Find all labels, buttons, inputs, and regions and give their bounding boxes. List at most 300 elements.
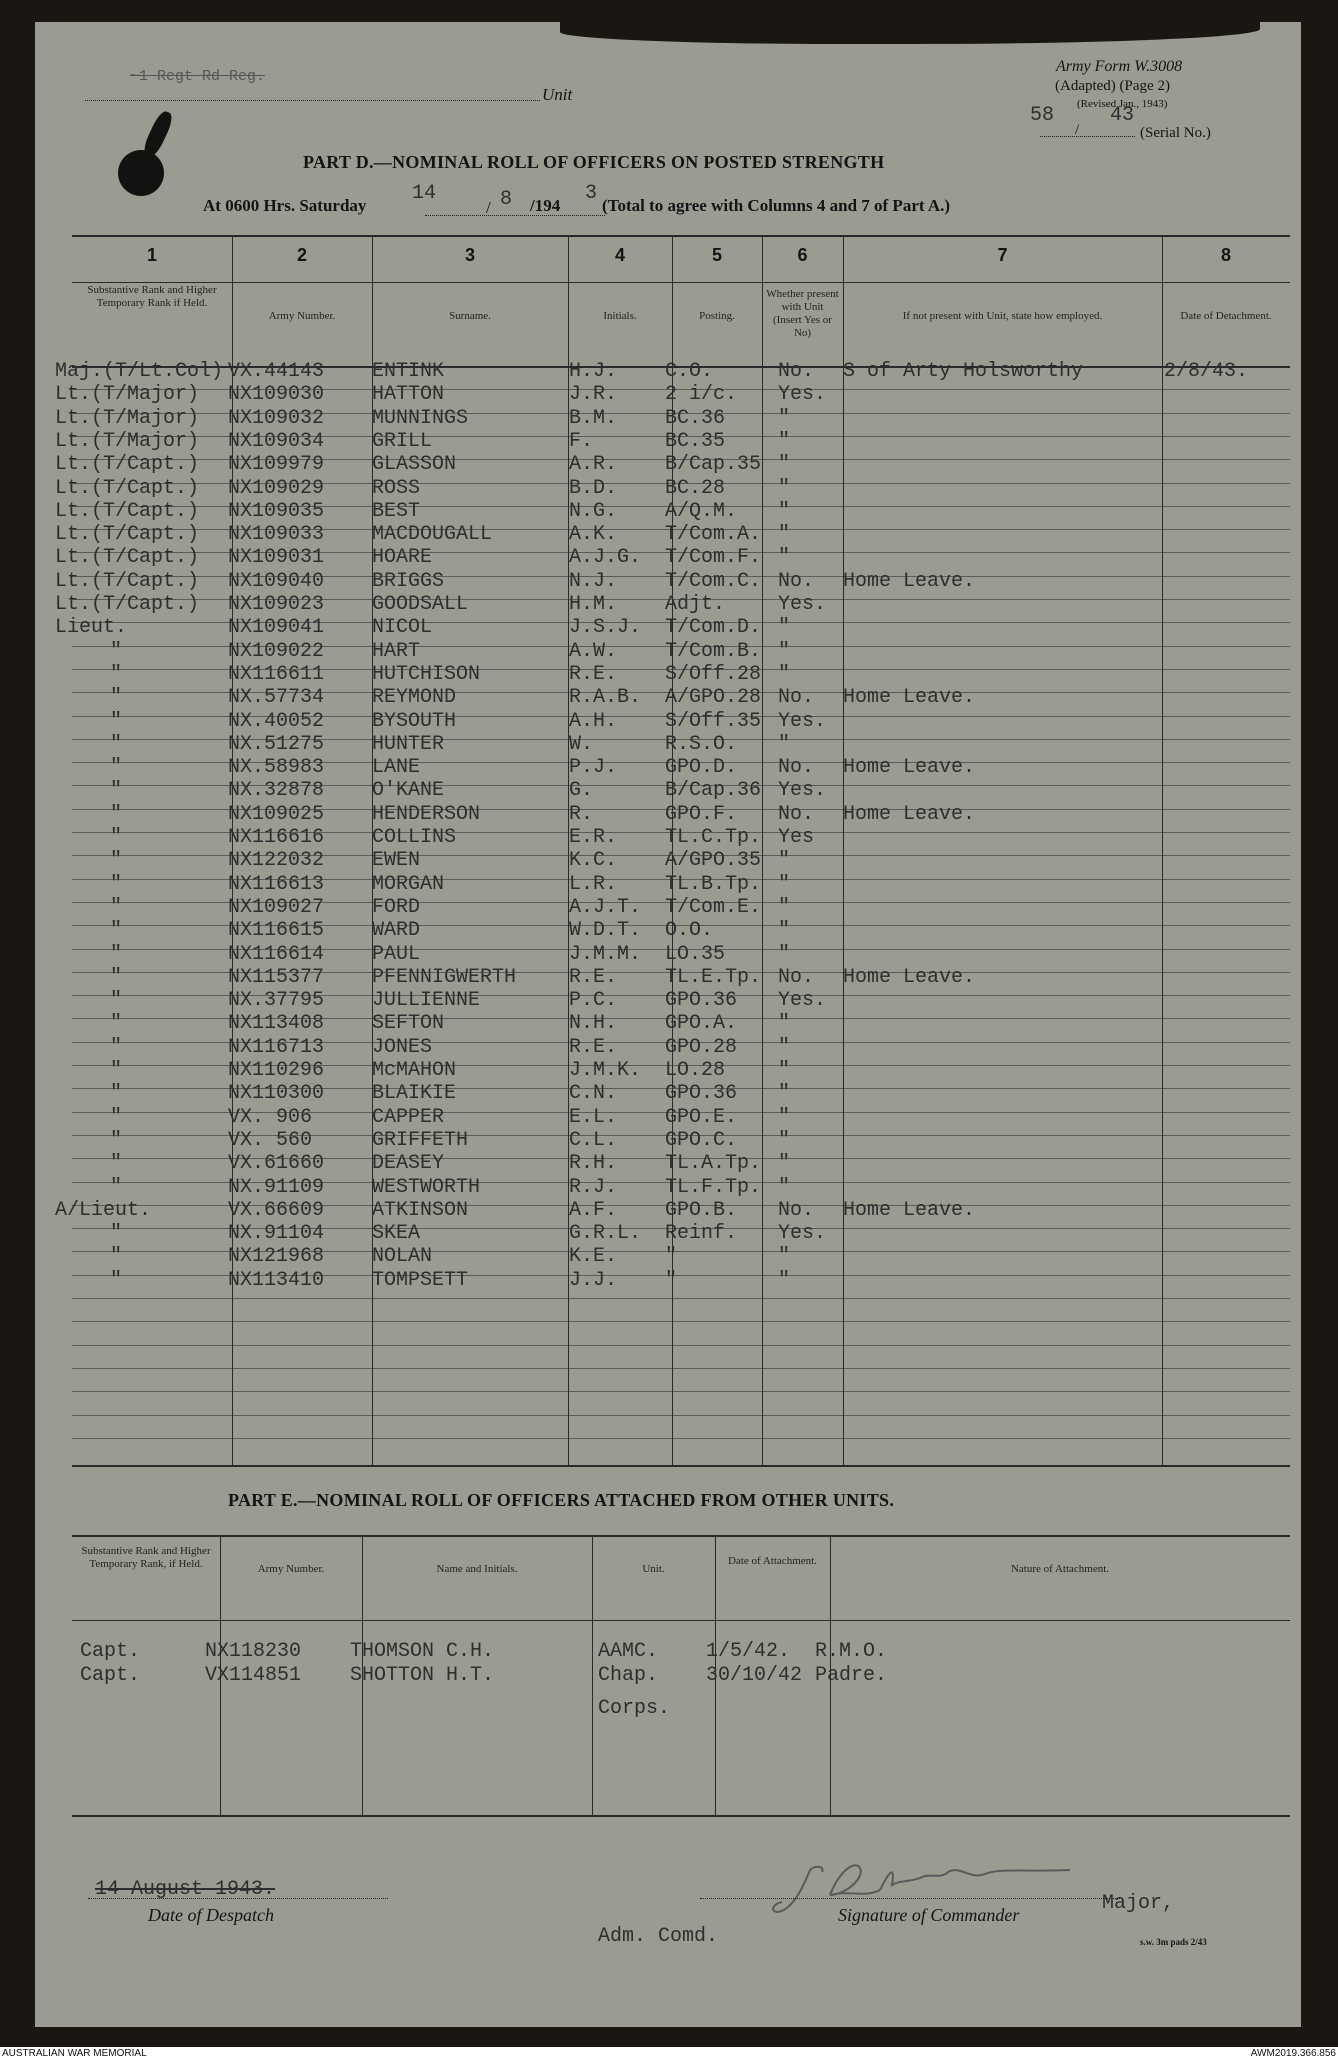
roll-surname: DEASEY xyxy=(372,1152,445,1176)
roll-surname: EWEN xyxy=(372,849,421,873)
roll-posting: Adjt. xyxy=(665,593,726,616)
roll-rank: " xyxy=(110,1245,123,1269)
attach-column-header: Name and Initials. xyxy=(436,1563,518,1575)
column-number: 2 xyxy=(296,245,307,265)
roll-initials: R. xyxy=(569,802,594,826)
roll-number: NX109035 xyxy=(228,499,325,523)
roll-number: NX.57734 xyxy=(228,686,325,710)
roll-surname: PAUL xyxy=(372,942,421,966)
roll-rank: " xyxy=(110,1082,123,1106)
roll-rank: Lt.(T/Major) xyxy=(55,406,200,430)
row-rule xyxy=(72,1345,1290,1346)
column-number: 7 xyxy=(997,245,1008,265)
column-header: Date of Detachment. xyxy=(1180,310,1272,322)
roll-posting: " xyxy=(665,1268,678,1292)
roll-present: Yes xyxy=(778,826,815,849)
roll-initials: L.R. xyxy=(569,872,618,896)
roll-posting: LO.28 xyxy=(665,1059,726,1082)
column-divider xyxy=(762,235,763,1465)
despatch-date: 14 August 1943. xyxy=(95,1878,276,1901)
serial-label: (Serial No.) xyxy=(1140,125,1211,141)
roll-present: " xyxy=(778,429,791,453)
roll-employed: S of Arty Holsworthy xyxy=(843,360,1084,383)
roll-initials: A.K. xyxy=(569,523,618,547)
roll-initials: H.J. xyxy=(569,360,618,383)
signature-label: Signature of Commander xyxy=(838,1905,1020,1925)
roll-number: NX.91109 xyxy=(228,1175,325,1199)
roll-rank: " xyxy=(110,826,123,849)
roll-rank: " xyxy=(110,802,123,826)
roll-rank: Lt.(T/Capt.) xyxy=(55,523,200,547)
roll-rank: Lt.(T/Capt.) xyxy=(55,546,200,570)
roll-posting: TL.B.Tp. xyxy=(665,872,762,896)
roll-initials: R.J. xyxy=(569,1175,618,1199)
punch-hole xyxy=(118,150,164,196)
roll-initials: R.E. xyxy=(569,965,618,989)
roll-surname: LANE xyxy=(372,756,421,780)
roll-present: No. xyxy=(778,360,815,383)
roll-surname: HOARE xyxy=(372,546,433,570)
roll-posting: C.O. xyxy=(665,360,714,383)
roll-number: NX116616 xyxy=(228,826,325,849)
roll-surname: HENDERSON xyxy=(372,802,481,826)
roll-number: NX116713 xyxy=(228,1035,325,1059)
roll-initials: A.J.T. xyxy=(569,895,642,919)
roll-initials: W. xyxy=(569,732,594,756)
column-header: Posting. xyxy=(699,310,735,322)
attach-unit: Chap. xyxy=(598,1664,659,1687)
roll-posting: BC.28 xyxy=(665,476,726,500)
attach-number: VX114851 xyxy=(205,1664,302,1687)
roll-rank: Lt.(T/Capt.) xyxy=(55,453,200,477)
attach-nature: Padre. xyxy=(815,1664,888,1687)
roll-present: " xyxy=(778,476,791,500)
column-number: 1 xyxy=(146,245,157,265)
row-rule xyxy=(72,1438,1290,1439)
attach-date: 30/10/42 xyxy=(706,1664,803,1687)
roll-posting: TL.C.Tp. xyxy=(665,826,762,849)
roll-surname: BEST xyxy=(372,499,421,523)
attach-column-header: Substantive Rank and Higher Temporary Rank, if Held. xyxy=(81,1545,211,1570)
attach-unit: AAMC. xyxy=(598,1640,659,1663)
roll-initials: G.R.L. xyxy=(569,1222,642,1246)
row-rule xyxy=(72,1298,1290,1299)
roll-employed: Home Leave. xyxy=(843,965,976,989)
roll-posting: BC.36 xyxy=(665,406,726,430)
roll-surname: NICOL xyxy=(372,616,433,640)
roll-surname: SKEA xyxy=(372,1222,421,1246)
roll-number: NX121968 xyxy=(228,1245,325,1269)
roll-posting: S/Off.35 xyxy=(665,709,762,733)
roll-present: " xyxy=(778,499,791,523)
roll-number: NX116611 xyxy=(228,662,325,686)
print-code: s.w. 3m pads 2/43 xyxy=(1140,1937,1207,1947)
roll-surname: TOMPSETT xyxy=(372,1268,469,1292)
roll-initials: J.S.J. xyxy=(569,616,642,640)
roll-date: 2/8/43. xyxy=(1164,360,1249,383)
roll-present: " xyxy=(778,1012,791,1036)
roll-posting: Reinf. xyxy=(665,1222,738,1246)
roll-rank: " xyxy=(110,965,123,989)
roll-surname: BLAIKIE xyxy=(372,1082,457,1106)
roll-surname: O'KANE xyxy=(372,779,445,803)
roll-posting: LO.35 xyxy=(665,942,726,966)
column-header: Substantive Rank and Higher Temporary Rank if Held. xyxy=(87,284,217,309)
roll-rank: " xyxy=(110,1152,123,1176)
roll-initials: F. xyxy=(569,429,594,453)
attach-name: THOMSON C.H. xyxy=(350,1640,495,1663)
roll-present: " xyxy=(778,1059,791,1082)
roll-number: NX110296 xyxy=(228,1059,325,1082)
roll-initials: P.J. xyxy=(569,756,618,780)
roll-rank: " xyxy=(110,639,123,663)
roll-surname: WESTWORTH xyxy=(372,1175,481,1199)
roll-number: VX.61660 xyxy=(228,1152,325,1176)
roll-initials: E.R. xyxy=(569,826,618,849)
roll-rank: Lt.(T/Major) xyxy=(55,383,200,407)
at-text: At 0600 Hrs. Saturday xyxy=(203,196,367,215)
roll-present: " xyxy=(778,1128,791,1152)
roll-rank: " xyxy=(110,779,123,803)
attach-number: NX118230 xyxy=(205,1640,302,1663)
roll-rank: " xyxy=(110,849,123,873)
roll-rank: " xyxy=(110,1128,123,1152)
roll-initials: J.M.K. xyxy=(569,1059,642,1082)
roll-posting: T/Com.E. xyxy=(665,895,762,919)
roll-number: NX113408 xyxy=(228,1012,325,1036)
roll-surname: ENTINK xyxy=(372,360,445,383)
roll-surname: SEFTON xyxy=(372,1012,445,1036)
roll-surname: MORGAN xyxy=(372,872,445,896)
roll-initials: J.J. xyxy=(569,1268,618,1292)
column-header: If not present with Unit, state how employed. xyxy=(902,310,1103,322)
roll-initials: J.M.M. xyxy=(569,942,642,966)
column-number: 6 xyxy=(797,245,808,265)
roll-present: " xyxy=(778,453,791,477)
part-d-top-rule xyxy=(72,235,1290,237)
roll-posting: BC.35 xyxy=(665,429,726,453)
row-rule xyxy=(72,1391,1290,1392)
column-divider xyxy=(843,235,844,1465)
roll-surname: FORD xyxy=(372,895,421,919)
roll-surname: JONES xyxy=(372,1035,433,1059)
roll-number: NX109032 xyxy=(228,406,325,430)
roll-employed: Home Leave. xyxy=(843,569,976,593)
roll-rank: A/Lieut. xyxy=(55,1198,152,1222)
roll-number: NX109029 xyxy=(228,476,325,500)
roll-rank: " xyxy=(110,1059,123,1082)
column-divider xyxy=(1162,235,1163,1465)
roll-number: NX122032 xyxy=(228,849,325,873)
roll-surname: HUTCHISON xyxy=(372,662,481,686)
roll-number: NX116614 xyxy=(228,942,325,966)
roll-present: " xyxy=(778,1152,791,1176)
roll-posting: A/GPO.28 xyxy=(665,686,762,710)
roll-initials: W.D.T. xyxy=(569,919,642,943)
roll-present: Yes. xyxy=(778,1222,827,1246)
roll-present: " xyxy=(778,732,791,756)
roll-initials: P.C. xyxy=(569,989,618,1013)
attach-column-header: Date of Attachment. xyxy=(728,1555,817,1567)
roll-number: NX109033 xyxy=(228,523,325,547)
roll-rank: Lt.(T/Capt.) xyxy=(55,593,200,616)
roll-rank: " xyxy=(110,686,123,710)
column-header: Initials. xyxy=(603,310,637,322)
column-number: 5 xyxy=(711,245,722,265)
roll-present: No. xyxy=(778,802,815,826)
roll-number: NX109022 xyxy=(228,639,325,663)
unit-continuation: Corps. xyxy=(598,1697,671,1720)
roll-initials: K.C. xyxy=(569,849,618,873)
roll-present: Yes. xyxy=(778,779,827,803)
serial-number: 58 xyxy=(1030,104,1055,127)
column-divider xyxy=(592,1535,593,1815)
roll-initials: B.M. xyxy=(569,406,618,430)
roll-posting: GPO.28 xyxy=(665,1035,738,1059)
roll-rank: " xyxy=(110,919,123,943)
roll-surname: NOLAN xyxy=(372,1245,433,1269)
roll-present: " xyxy=(778,639,791,663)
column-header: Army Number. xyxy=(268,310,336,322)
roll-number: NX115377 xyxy=(228,965,325,989)
roll-employed: Home Leave. xyxy=(843,802,976,826)
roll-present: No. xyxy=(778,569,815,593)
roll-initials: R.A.B. xyxy=(569,686,642,710)
roll-employed: Home Leave. xyxy=(843,1198,976,1222)
roll-posting: GPO.36 xyxy=(665,989,738,1013)
roll-surname: GRIFFETH xyxy=(372,1128,469,1152)
roll-surname: GLASSON xyxy=(372,453,457,477)
roll-number: NX116615 xyxy=(228,919,325,943)
roll-posting: GPO.E. xyxy=(665,1105,738,1129)
column-number: 8 xyxy=(1220,245,1231,265)
archive-right: AWM2019.366.856 xyxy=(1250,2048,1336,2059)
torn-edge xyxy=(560,14,1260,44)
roll-initials: A.H. xyxy=(569,709,618,733)
roll-present: " xyxy=(778,1082,791,1106)
row-rule xyxy=(72,1321,1290,1322)
roll-present: Yes. xyxy=(778,989,827,1013)
adapted-label: (Adapted) (Page 2) xyxy=(1055,78,1170,94)
roll-initials: R.E. xyxy=(569,662,618,686)
roll-number: NX109979 xyxy=(228,453,325,477)
roll-present: " xyxy=(778,942,791,966)
roll-present: Yes. xyxy=(778,383,827,407)
roll-rank: Lieut. xyxy=(55,616,128,640)
roll-number: NX.58983 xyxy=(228,756,325,780)
roll-rank: " xyxy=(110,756,123,780)
roll-surname: McMAHON xyxy=(372,1059,457,1082)
roll-number: NX109027 xyxy=(228,895,325,919)
roll-posting: GPO.A. xyxy=(665,1012,738,1036)
roll-posting: B/Cap.36 xyxy=(665,779,762,803)
roll-number: NX110300 xyxy=(228,1082,325,1106)
roll-number: NX.40052 xyxy=(228,709,325,733)
roll-rank: " xyxy=(110,872,123,896)
roll-initials: A.R. xyxy=(569,453,618,477)
year-digit: 3 xyxy=(585,182,598,205)
roll-rank: " xyxy=(110,1035,123,1059)
part-e-header-rule xyxy=(72,1620,1290,1621)
roll-surname: COLLINS xyxy=(372,826,457,849)
roll-initials: J.R. xyxy=(569,383,618,407)
attach-date: 1/5/42. xyxy=(706,1640,791,1663)
despatch-label: Date of Despatch xyxy=(148,1905,274,1925)
roll-present: " xyxy=(778,523,791,547)
column-header: Whether present with Unit (Insert Yes or No) xyxy=(766,288,839,339)
serial-year: 43 xyxy=(1110,104,1135,127)
roll-surname: ROSS xyxy=(372,476,421,500)
roll-present: " xyxy=(778,1245,791,1269)
roll-posting: GPO.36 xyxy=(665,1082,738,1106)
roll-initials: H.M. xyxy=(569,593,618,616)
roll-rank: " xyxy=(110,1012,123,1036)
roll-surname: JULLIENNE xyxy=(372,989,481,1013)
roll-surname: CAPPER xyxy=(372,1105,445,1129)
roll-surname: REYMOND xyxy=(372,686,457,710)
roll-posting: T/Com.F. xyxy=(665,546,762,570)
row-rule xyxy=(72,1415,1290,1416)
roll-rank: " xyxy=(110,709,123,733)
roll-present: " xyxy=(778,662,791,686)
roll-posting: O.O. xyxy=(665,919,714,943)
roll-surname: BYSOUTH xyxy=(372,709,457,733)
roll-initials: A.F. xyxy=(569,1198,618,1222)
roll-present: " xyxy=(778,406,791,430)
roll-number: NX.91104 xyxy=(228,1222,325,1246)
roll-initials: R.E. xyxy=(569,1035,618,1059)
roll-surname: GRILL xyxy=(372,429,433,453)
roll-number: NX109034 xyxy=(228,429,325,453)
roll-number: NX.37795 xyxy=(228,989,325,1013)
archive-left: AUSTRALIAN WAR MEMORIAL xyxy=(2,2048,147,2059)
month-value: 8 xyxy=(500,188,513,211)
roll-surname: MUNNINGS xyxy=(372,406,469,430)
roll-posting: GPO.F. xyxy=(665,802,738,826)
roll-surname: HART xyxy=(372,639,421,663)
roll-initials: A.W. xyxy=(569,639,618,663)
roll-posting: B/Cap.35 xyxy=(665,453,762,477)
roll-number: VX.66609 xyxy=(228,1198,325,1222)
roll-posting: S/Off.28 xyxy=(665,662,762,686)
roll-posting: T/Com.B. xyxy=(665,639,762,663)
roll-rank: Lt.(T/Capt.) xyxy=(55,476,200,500)
year-prefix: /194 xyxy=(530,196,561,215)
roll-initials: C.L. xyxy=(569,1128,618,1152)
part-e-top-rule xyxy=(72,1535,1290,1537)
roll-posting: " xyxy=(665,1245,678,1269)
roll-rank: " xyxy=(110,942,123,966)
roll-rank: Lt.(T/Capt.) xyxy=(55,499,200,523)
roll-surname: WARD xyxy=(372,919,421,943)
roll-rank: " xyxy=(110,1175,123,1199)
roll-posting: TL.F.Tp. xyxy=(665,1175,762,1199)
roll-present: " xyxy=(778,1105,791,1129)
roll-posting: TL.E.Tp. xyxy=(665,965,762,989)
attach-column-header: Nature of Attachment. xyxy=(1010,1563,1110,1575)
roll-initials: N.H. xyxy=(569,1012,618,1036)
attach-nature: R.M.O. xyxy=(815,1640,888,1663)
roll-posting: 2 i/c. xyxy=(665,383,738,407)
roll-surname: BRIGGS xyxy=(372,569,445,593)
roll-rank: " xyxy=(110,989,123,1013)
roll-posting: GPO.B. xyxy=(665,1198,738,1222)
roll-posting: A/Q.M. xyxy=(665,499,738,523)
attach-column-header: Army Number. xyxy=(257,1563,325,1575)
roll-present: " xyxy=(778,895,791,919)
roll-present: Yes. xyxy=(778,593,827,616)
row-rule xyxy=(72,1368,1290,1369)
roll-number: NX113410 xyxy=(228,1268,325,1292)
roll-present: Yes. xyxy=(778,709,827,733)
roll-present: " xyxy=(778,1035,791,1059)
roll-rank: Lt.(T/Major) xyxy=(55,429,200,453)
roll-initials: C.N. xyxy=(569,1082,618,1106)
roll-number: NX109031 xyxy=(228,546,325,570)
roll-initials: A.J.G. xyxy=(569,546,642,570)
roll-number: NX109041 xyxy=(228,616,325,640)
roll-number: NX109025 xyxy=(228,802,325,826)
attach-name: SHOTTON H.T. xyxy=(350,1664,495,1687)
day-value: 14 xyxy=(412,182,437,205)
roll-present: " xyxy=(778,872,791,896)
roll-surname: PFENNIGWERTH xyxy=(372,965,517,989)
roll-initials: G. xyxy=(569,779,594,803)
roll-number: NX109040 xyxy=(228,569,325,593)
adm-comd: Adm. Comd. xyxy=(598,1925,719,1948)
army-form-label: Army Form W.3008 xyxy=(1056,58,1183,75)
roll-present: " xyxy=(778,919,791,943)
roll-present: " xyxy=(778,616,791,640)
roll-posting: T/Com.A. xyxy=(665,523,762,547)
roll-rank: " xyxy=(110,1105,123,1129)
roll-number: NX109023 xyxy=(228,593,325,616)
part-d-num-rule xyxy=(72,282,1290,283)
roll-initials: N.G. xyxy=(569,499,618,523)
attach-rank: Capt. xyxy=(80,1640,141,1663)
roll-initials: E.L. xyxy=(569,1105,618,1129)
roll-present: No. xyxy=(778,756,815,780)
roll-rank: " xyxy=(110,662,123,686)
roll-present: " xyxy=(778,849,791,873)
part-d-bottom-rule xyxy=(72,1465,1290,1467)
roll-present: " xyxy=(778,1268,791,1292)
revised-label: (Revised Jan., 1943) xyxy=(1077,98,1168,110)
column-number: 4 xyxy=(614,245,625,265)
roll-surname: GOODSALL xyxy=(372,593,469,616)
unit-value: ~1 Regt Rd Reg. xyxy=(130,68,266,85)
roll-rank: " xyxy=(110,1268,123,1292)
roll-present: No. xyxy=(778,686,815,710)
roll-posting: A/GPO.35 xyxy=(665,849,762,873)
roll-number: NX.32878 xyxy=(228,779,325,803)
roll-present: " xyxy=(778,1175,791,1199)
roll-employed: Home Leave. xyxy=(843,756,976,780)
attach-column-header: Unit. xyxy=(642,1563,665,1575)
column-number: 3 xyxy=(464,245,475,265)
roll-rank: " xyxy=(110,1222,123,1246)
roll-posting: R.S.O. xyxy=(665,732,738,756)
roll-rank: " xyxy=(110,895,123,919)
unit-label: Unit xyxy=(542,85,573,104)
roll-posting: TL.A.Tp. xyxy=(665,1152,762,1176)
attach-rank: Capt. xyxy=(80,1664,141,1687)
roll-initials: K.E. xyxy=(569,1245,618,1269)
roll-number: NX116613 xyxy=(228,872,325,896)
roll-posting: T/Com.C. xyxy=(665,569,762,593)
roll-posting: GPO.C. xyxy=(665,1128,738,1152)
roll-present: " xyxy=(778,546,791,570)
